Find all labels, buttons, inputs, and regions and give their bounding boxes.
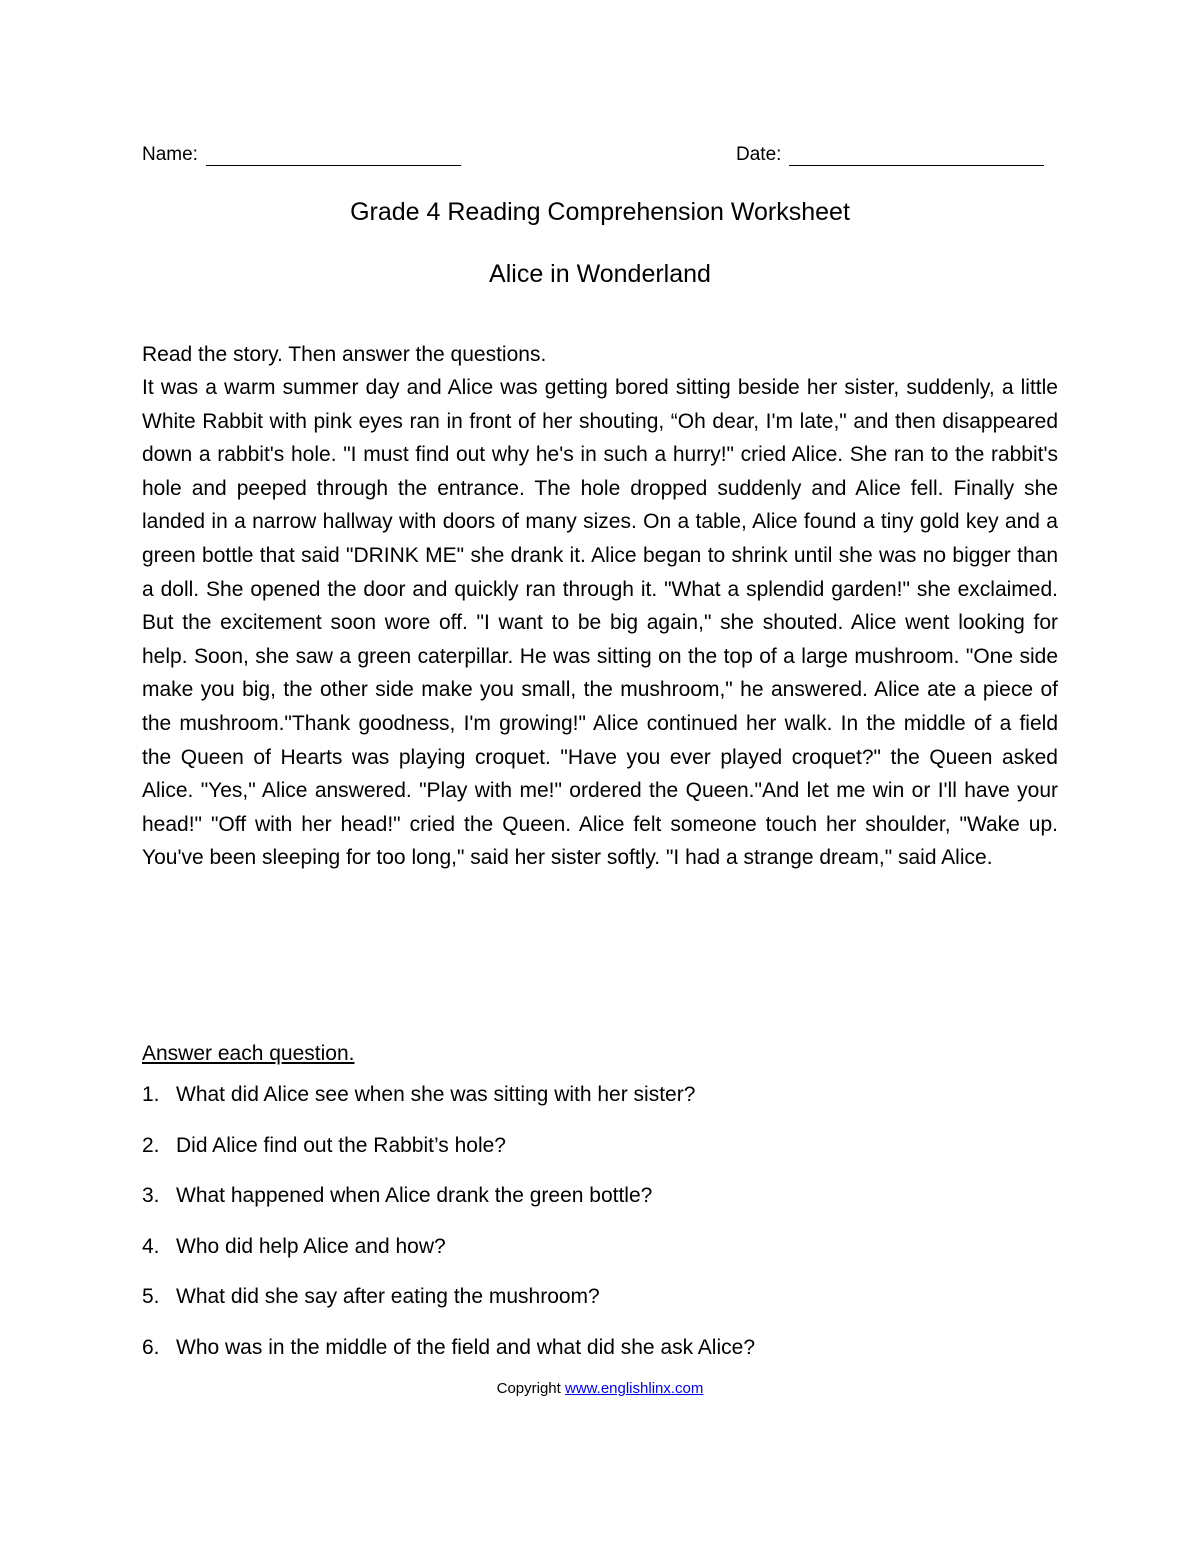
question-text: What did Alice see when she was sitting with her sister? xyxy=(176,1083,696,1106)
question-item xyxy=(142,1282,1058,1333)
story-paragraph: It was a warm summer day and Alice was getting bored sitting beside her sister, suddenly, a little White Rabbit with pink eyes ran in front of her shouting, “Oh dear, I'm late," and then disappeared down a rabbit's hole. "I must find out why he's in such a hurry!" cried Alice. She ran to the rabbit's hole and peeped through the entrance. The hole dropped suddenly and Alice fell. Finally she landed in a narrow hallway with doors of many sizes. On a table, Alice found a tiny gold key and a green bottle that said "DRINK ME" she drank it. Alice began to shrink until she was no bigger than a doll. She opened the door and quickly ran through it. "What a splendid garden!" she exclaimed. But the excitement soon wore off. "I want to be big again," she shouted. Alice went looking for help. Soon, she saw a green caterpillar. He was sitting on the top of a large mushroom. "One side make you big, the other side make you small, the mushroom," he answered. Alice ate a piece of the mushroom."Thank goodness, I'm growing!" Alice continued her walk. In the middle of a field the Queen of Hearts was playing croquet. "Have you ever played croquet?" the Queen asked Alice. "Yes," Alice answered. "Play with me!" ordered the Queen."And let me win or I'll have your head!" "Off with her head!" cried the Queen. Alice felt someone touch her shoulder, "Wake up. You've been sleeping for too long," said her sister softly. "I had a strange dream," said Alice. xyxy=(142,376,1058,870)
question-item xyxy=(142,1181,1058,1232)
question-text: Did Alice find out the Rabbit’s hole? xyxy=(176,1133,506,1157)
question-item xyxy=(142,1080,1058,1131)
question-number: 2. xyxy=(142,1133,160,1157)
answer-heading: Answer each question. xyxy=(142,1042,355,1065)
header-fields xyxy=(142,144,1054,174)
question-number: 1. xyxy=(142,1083,160,1106)
date-blank-line xyxy=(789,145,1044,166)
question-number: 6. xyxy=(142,1335,160,1359)
question-text: Who did help Alice and how? xyxy=(176,1234,446,1258)
copyright-label: Copyright xyxy=(496,1380,561,1397)
question-text: Who was in the middle of the field and what did she ask Alice? xyxy=(176,1335,755,1359)
copyright-footer xyxy=(0,1380,1200,1397)
question-number: 5. xyxy=(142,1285,160,1308)
question-number: 4. xyxy=(142,1234,160,1258)
date-field xyxy=(736,144,1044,166)
question-item xyxy=(142,1232,1058,1283)
story-title: Alice in Wonderland xyxy=(489,260,711,288)
instruction-text: Read the story. Then answer the questions. xyxy=(142,343,547,366)
name-blank-line xyxy=(206,145,461,166)
question-text: What did she say after eating the mushroom? xyxy=(176,1285,600,1308)
name-field xyxy=(142,144,461,166)
question-item xyxy=(142,1333,1058,1384)
question-item xyxy=(142,1131,1058,1182)
date-label: Date: xyxy=(736,144,782,165)
question-list xyxy=(142,1080,1058,1383)
name-label: Name: xyxy=(142,144,198,165)
question-text: What happened when Alice drank the green bottle? xyxy=(176,1184,653,1207)
englishlinx-link[interactable]: www.englishlinx.com xyxy=(564,1380,704,1397)
worksheet-title: Grade 4 Reading Comprehension Worksheet xyxy=(350,198,850,226)
question-number: 3. xyxy=(142,1184,160,1207)
